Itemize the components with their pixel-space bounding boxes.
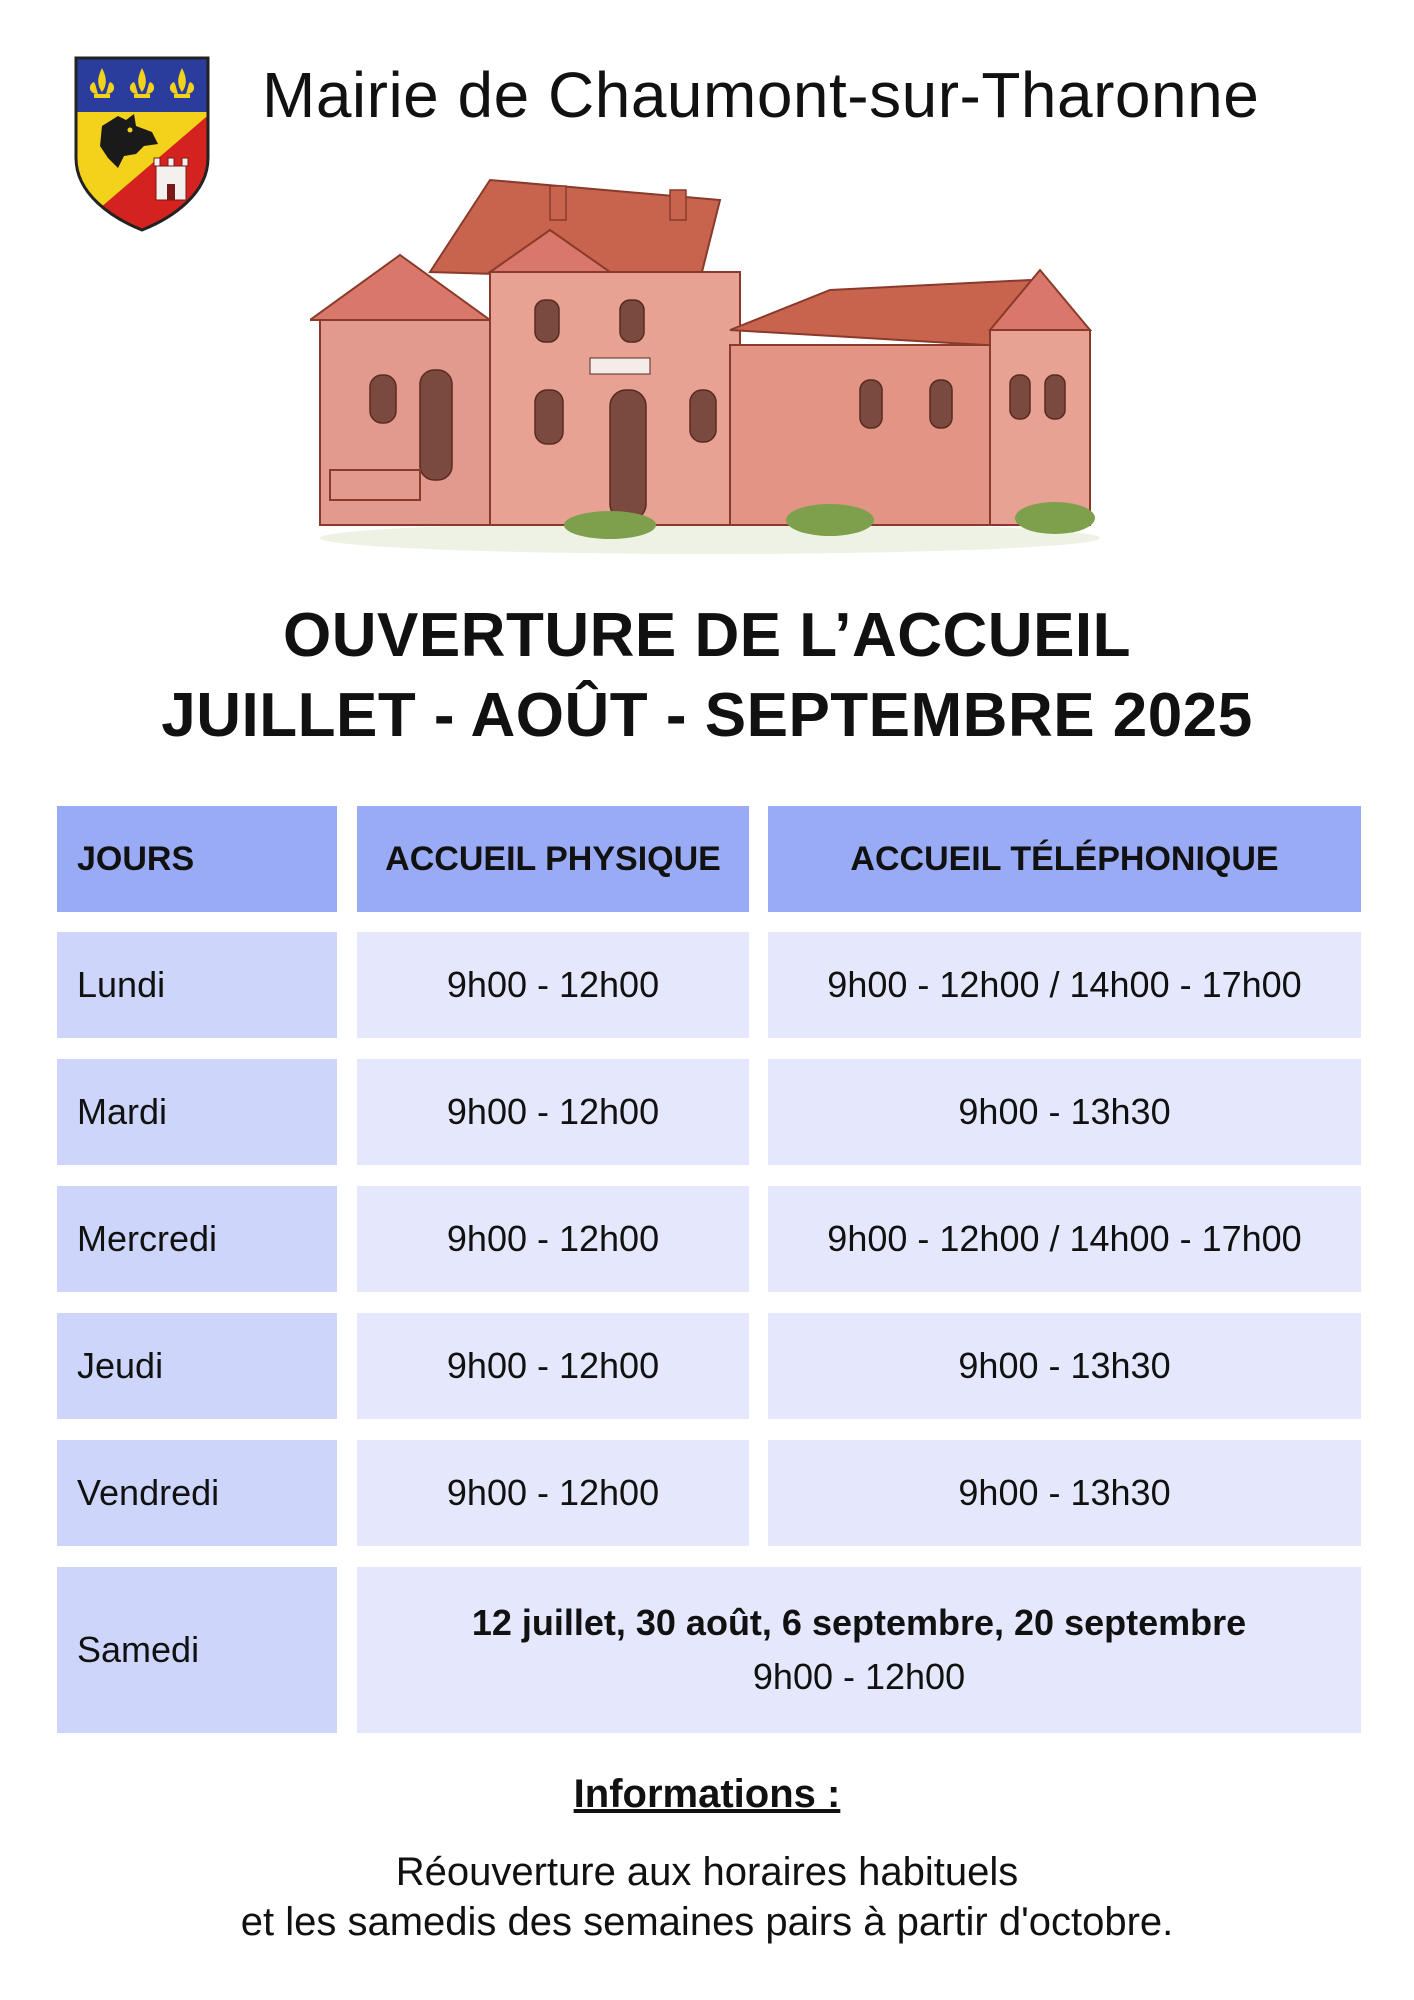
row-phone-hours: 9h00 - 12h00 / 14h00 - 17h00 — [768, 1186, 1361, 1292]
town-name: Mairie de Chaumont-sur-Tharonne — [262, 59, 1260, 131]
row-phone-hours: 9h00 - 12h00 / 14h00 - 17h00 — [768, 932, 1361, 1038]
schedule-title: OUVERTURE DE L’ACCUEIL — [282, 601, 1132, 670]
column-header-phone: ACCUEIL TÉLÉPHONIQUE — [768, 806, 1361, 912]
row-phone-hours: 9h00 - 13h30 — [768, 1313, 1361, 1419]
row-physical-hours: 9h00 - 12h00 — [357, 1059, 749, 1165]
row-physical-hours: 9h00 - 12h00 — [357, 932, 749, 1038]
info-line: Réouverture aux horaires habituels — [395, 1850, 1019, 1894]
row-physical-hours: 9h00 - 12h00 — [357, 1440, 749, 1546]
saturday-day-label: Samedi — [57, 1567, 337, 1733]
column-header-days: JOURS — [57, 806, 337, 912]
coat-of-arms-icon — [72, 54, 212, 232]
info-title: Informations : — [573, 1772, 841, 1816]
row-physical-hours: 9h00 - 12h00 — [357, 1186, 749, 1292]
saturday-hours: 9h00 - 12h00 — [752, 1656, 966, 1697]
row-phone-hours: 9h00 - 13h30 — [768, 1440, 1361, 1546]
row-day-label: Mardi — [57, 1059, 337, 1165]
row-day-label: Lundi — [57, 932, 337, 1038]
row-phone-hours: 9h00 - 13h30 — [768, 1059, 1361, 1165]
row-day-label: Vendredi — [57, 1440, 337, 1546]
saturday-schedule — [357, 1567, 1361, 1733]
saturday-dates: 12 juillet, 30 août, 6 septembre, 20 septembre — [471, 1602, 1247, 1643]
row-day-label: Jeudi — [57, 1313, 337, 1419]
town-hall-drawing — [310, 160, 1110, 555]
row-day-label: Mercredi — [57, 1186, 337, 1292]
column-header-physical: ACCUEIL PHYSIQUE — [357, 806, 749, 912]
row-physical-hours: 9h00 - 12h00 — [357, 1313, 749, 1419]
schedule-period: JUILLET - AOÛT - SEPTEMBRE 2025 — [161, 681, 1253, 750]
info-line: et les samedis des semaines pairs à partir d'octobre. — [240, 1900, 1174, 1944]
